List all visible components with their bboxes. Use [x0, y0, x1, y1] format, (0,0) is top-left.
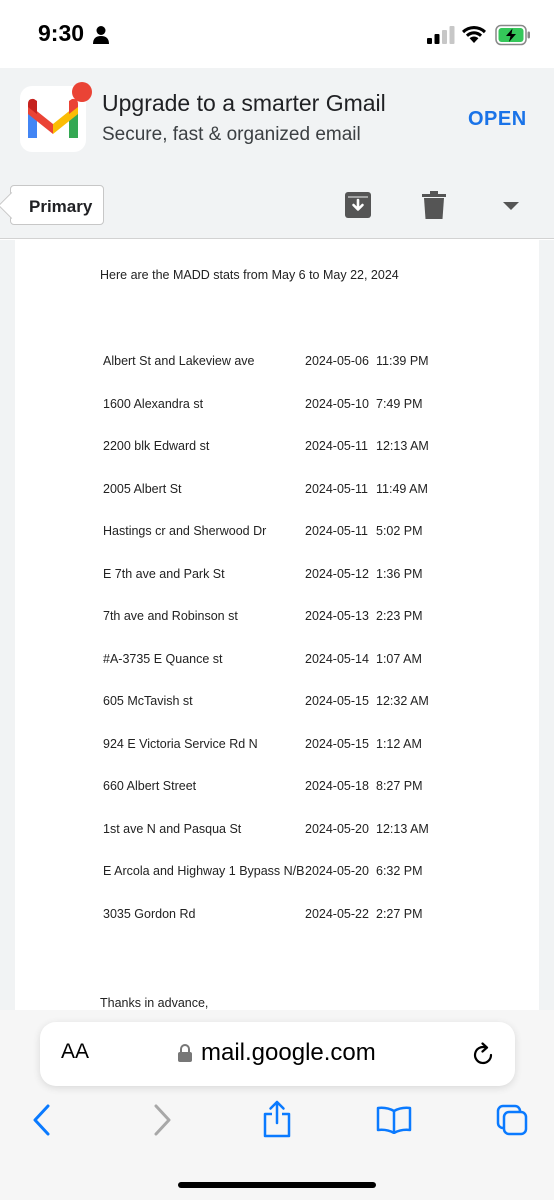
home-indicator: [178, 1182, 376, 1188]
message-toolbar: [0, 172, 554, 239]
primary-label: Primary: [29, 197, 93, 216]
date-cell: 2024-05-20: [305, 821, 369, 836]
lock-icon: [178, 1044, 192, 1062]
date-cell: 2024-05-11: [305, 524, 369, 539]
date-cell: 2024-05-18: [305, 779, 369, 794]
location-cell: 1600 Alexandra st: [103, 396, 204, 411]
date-cell: 2024-05-14: [305, 651, 369, 666]
date-cell: 2024-05-11: [305, 439, 369, 454]
table-row: [103, 765, 429, 808]
location-cell: 660 Albert Street: [103, 779, 197, 794]
chevron-down-icon[interactable]: [501, 200, 521, 212]
time-cell: 5:02 PM: [376, 524, 423, 539]
table-row: [103, 680, 429, 723]
url-text[interactable]: mail.google.com: [201, 1039, 376, 1066]
location-cell: 3035 Gordon Rd: [103, 906, 196, 921]
time-cell: 2:27 PM: [376, 906, 423, 921]
time-cell: 1:36 PM: [376, 566, 423, 581]
time-cell: 12:13 AM: [376, 439, 429, 454]
open-app-button[interactable]: OPEN: [468, 108, 527, 130]
time-cell: 8:27 PM: [376, 779, 423, 794]
location-cell: Hastings cr and Sherwood Dr: [103, 524, 267, 539]
location-cell: 924 E Victoria Service Rd N: [103, 736, 258, 751]
time-cell: 12:13 AM: [376, 821, 429, 836]
notification-dot: [72, 82, 92, 102]
safari-bottom-bar: [0, 1010, 554, 1200]
location-cell: #A-3735 E Quance st: [103, 651, 223, 666]
time-cell: 11:49 AM: [376, 481, 428, 496]
madd-stats-table: [103, 340, 429, 935]
trash-icon[interactable]: [422, 191, 446, 219]
banner-title: Upgrade to a smarter Gmail: [102, 90, 386, 116]
table-row: [103, 468, 429, 511]
table-row: [103, 340, 429, 383]
archive-icon[interactable]: [345, 192, 371, 218]
time-cell: 2:23 PM: [376, 609, 423, 624]
reload-icon[interactable]: [470, 1042, 496, 1068]
back-to-primary-button[interactable]: [10, 185, 104, 225]
location-cell: Albert St and Lakeview ave: [103, 354, 255, 369]
time-cell: 11:39 PM: [376, 354, 429, 369]
date-cell: 2024-05-20: [305, 864, 369, 879]
message-body: [15, 240, 539, 1010]
time-cell: 7:49 PM: [376, 396, 423, 411]
table-row: [103, 638, 429, 681]
battery-charging-icon: [495, 24, 531, 46]
date-cell: 2024-05-06: [305, 354, 369, 369]
table-row: [103, 383, 429, 426]
banner-subtitle: Secure, fast & organized email: [102, 124, 361, 145]
time-cell: 1:12 AM: [376, 736, 422, 751]
table-row: [103, 723, 429, 766]
share-icon[interactable]: [262, 1100, 292, 1138]
location-cell: 2005 Albert St: [103, 481, 182, 496]
time-cell: 12:32 AM: [376, 694, 429, 709]
date-cell: 2024-05-12: [305, 566, 369, 581]
table-row: [103, 595, 429, 638]
date-cell: 2024-05-11: [305, 481, 369, 496]
table-row: [103, 893, 429, 936]
location-cell: 1st ave N and Pasqua St: [103, 821, 242, 836]
location-cell: 7th ave and Robinson st: [103, 609, 238, 624]
tabs-icon[interactable]: [496, 1104, 528, 1136]
status-time: 9:30: [38, 20, 85, 46]
forward-arrow-icon[interactable]: [150, 1103, 174, 1137]
table-row: [103, 553, 429, 596]
date-cell: 2024-05-15: [305, 736, 369, 751]
status-bar: [0, 0, 554, 68]
date-cell: 2024-05-22: [305, 906, 369, 921]
date-cell: 2024-05-10: [305, 396, 369, 411]
table-row: [103, 425, 429, 468]
wifi-icon: [461, 24, 487, 44]
bookmarks-icon[interactable]: [376, 1106, 412, 1134]
table-row: [103, 510, 429, 553]
signal-icon: [427, 26, 455, 44]
signoff-text: Thanks in advance,: [100, 996, 209, 1010]
time-cell: 6:32 PM: [376, 864, 423, 879]
date-cell: 2024-05-15: [305, 694, 369, 709]
address-bar[interactable]: [40, 1022, 515, 1086]
location-cell: E 7th ave and Park St: [103, 566, 225, 581]
person-icon: [92, 25, 110, 45]
intro-text: Here are the MADD stats from May 6 to May 22, 2024: [100, 268, 399, 282]
table-row: [103, 850, 429, 893]
date-cell: 2024-05-13: [305, 609, 369, 624]
text-size-button[interactable]: AA: [61, 1040, 90, 1063]
back-arrow-icon[interactable]: [30, 1103, 54, 1137]
location-cell: E Arcola and Highway 1 Bypass N/B: [103, 864, 305, 879]
table-row: [103, 808, 429, 851]
location-cell: 2200 blk Edward st: [103, 439, 210, 454]
time-cell: 1:07 AM: [376, 651, 422, 666]
location-cell: 605 McTavish st: [103, 694, 193, 709]
gmail-upgrade-banner[interactable]: [0, 68, 554, 172]
